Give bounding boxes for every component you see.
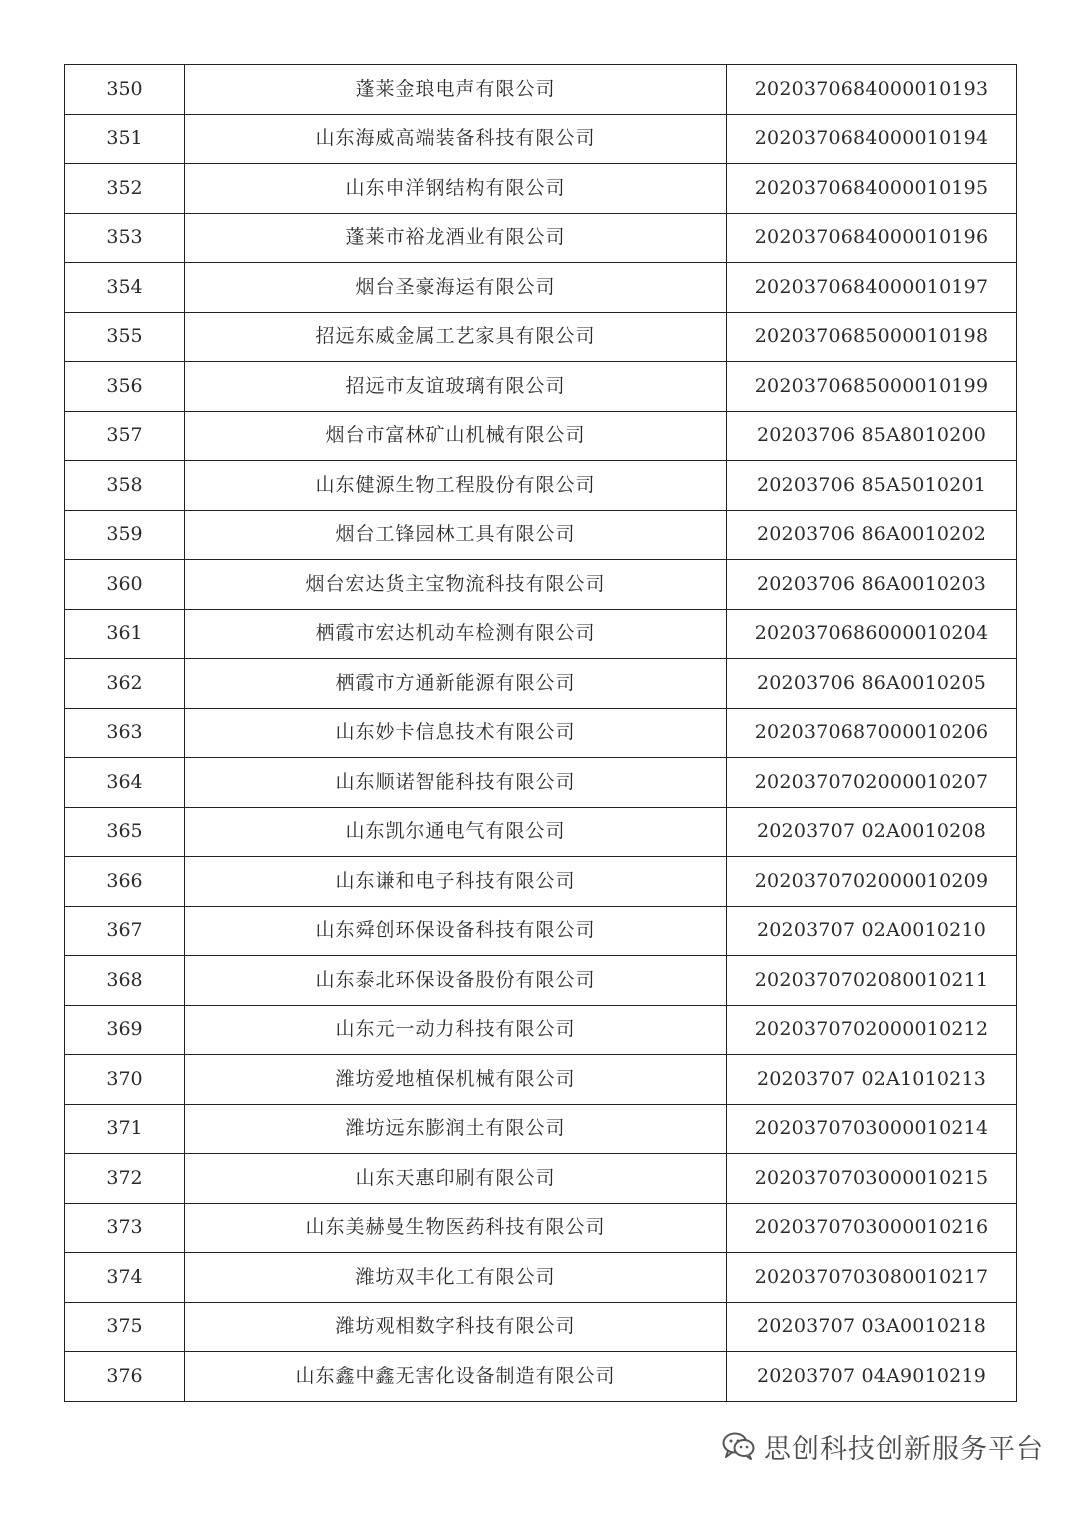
- certificate-code: 2020370686000010204: [727, 609, 1017, 659]
- row-number: 371: [65, 1104, 185, 1154]
- table-row: [65, 1253, 1017, 1303]
- row-number: 354: [65, 263, 185, 313]
- table-row: [65, 1352, 1017, 1402]
- company-name: 山东妙卡信息技术有限公司: [185, 708, 727, 758]
- row-number: 363: [65, 708, 185, 758]
- company-name: 山东天惠印刷有限公司: [185, 1154, 727, 1204]
- certificate-code: 2020370703000010215: [727, 1154, 1017, 1204]
- table-row: [65, 65, 1017, 115]
- company-name: 山东海威高端装备科技有限公司: [185, 114, 727, 164]
- row-number: 374: [65, 1253, 185, 1303]
- row-number: 361: [65, 609, 185, 659]
- row-number: 359: [65, 510, 185, 560]
- certificate-code: 2020370702080010211: [727, 956, 1017, 1006]
- table-row: [65, 510, 1017, 560]
- table-row: [65, 1302, 1017, 1352]
- table-row: [65, 1154, 1017, 1204]
- table-row: [65, 213, 1017, 263]
- table-row: [65, 758, 1017, 808]
- certificate-code: 2020370703080010217: [727, 1253, 1017, 1303]
- certificate-code: 20203707 03A0010218: [727, 1302, 1017, 1352]
- company-name: 山东泰北环保设备股份有限公司: [185, 956, 727, 1006]
- company-name: 烟台工锋园林工具有限公司: [185, 510, 727, 560]
- certificate-code: 2020370702000010212: [727, 1005, 1017, 1055]
- company-name: 山东健源生物工程股份有限公司: [185, 461, 727, 511]
- certificate-code: 20203707 02A0010208: [727, 807, 1017, 857]
- table-row: [65, 411, 1017, 461]
- watermark: [722, 1424, 1044, 1468]
- table-row: [65, 857, 1017, 907]
- certificate-code: 2020370702000010209: [727, 857, 1017, 907]
- company-name: 烟台市富林矿山机械有限公司: [185, 411, 727, 461]
- company-name: 烟台圣豪海运有限公司: [185, 263, 727, 313]
- certificate-code: 2020370703000010214: [727, 1104, 1017, 1154]
- certificate-code: 20203707 02A0010210: [727, 906, 1017, 956]
- table-row: [65, 609, 1017, 659]
- company-name: 蓬莱市裕龙酒业有限公司: [185, 213, 727, 263]
- row-number: 373: [65, 1203, 185, 1253]
- table-row: [65, 807, 1017, 857]
- company-name: 山东凯尔通电气有限公司: [185, 807, 727, 857]
- row-number: 358: [65, 461, 185, 511]
- company-name: 山东美赫曼生物医药科技有限公司: [185, 1203, 727, 1253]
- table-row: [65, 956, 1017, 1006]
- row-number: 370: [65, 1055, 185, 1105]
- certificate-code: 2020370684000010196: [727, 213, 1017, 263]
- certificate-code: 2020370685000010198: [727, 312, 1017, 362]
- certificate-code: 2020370684000010193: [727, 65, 1017, 115]
- company-name: 山东舜创环保设备科技有限公司: [185, 906, 727, 956]
- company-name: 潍坊观相数字科技有限公司: [185, 1302, 727, 1352]
- company-name: 山东元一动力科技有限公司: [185, 1005, 727, 1055]
- company-name: 招远市友谊玻璃有限公司: [185, 362, 727, 412]
- table-row: [65, 1055, 1017, 1105]
- certificate-code: 2020370685000010199: [727, 362, 1017, 412]
- row-number: 364: [65, 758, 185, 808]
- table-row: [65, 114, 1017, 164]
- table-row: [65, 164, 1017, 214]
- certificate-code: 2020370703000010216: [727, 1203, 1017, 1253]
- company-name: 山东谦和电子科技有限公司: [185, 857, 727, 907]
- row-number: 362: [65, 659, 185, 709]
- row-number: 365: [65, 807, 185, 857]
- table-row: [65, 906, 1017, 956]
- row-number: 350: [65, 65, 185, 115]
- company-name: 招远东威金属工艺家具有限公司: [185, 312, 727, 362]
- company-name: 栖霞市宏达机动车检测有限公司: [185, 609, 727, 659]
- row-number: 369: [65, 1005, 185, 1055]
- row-number: 366: [65, 857, 185, 907]
- row-number: 375: [65, 1302, 185, 1352]
- row-number: 360: [65, 560, 185, 610]
- company-name: 栖霞市方通新能源有限公司: [185, 659, 727, 709]
- certificate-code: 20203706 86A0010202: [727, 510, 1017, 560]
- company-name: 潍坊远东膨润土有限公司: [185, 1104, 727, 1154]
- certificate-code: 2020370684000010194: [727, 114, 1017, 164]
- row-number: 376: [65, 1352, 185, 1402]
- row-number: 356: [65, 362, 185, 412]
- certificate-code: 2020370687000010206: [727, 708, 1017, 758]
- company-name: 蓬莱金琅电声有限公司: [185, 65, 727, 115]
- table-row: [65, 1005, 1017, 1055]
- row-number: 367: [65, 906, 185, 956]
- company-name: 山东申洋钢结构有限公司: [185, 164, 727, 214]
- wechat-icon: [722, 1431, 756, 1461]
- certificate-code: 2020370702000010207: [727, 758, 1017, 808]
- company-name: 烟台宏达货主宝物流科技有限公司: [185, 560, 727, 610]
- certificate-code: 20203706 85A5010201: [727, 461, 1017, 511]
- table-row: [65, 560, 1017, 610]
- certificate-code: 20203706 85A8010200: [727, 411, 1017, 461]
- row-number: 357: [65, 411, 185, 461]
- company-registry-table: [64, 64, 1017, 1402]
- company-name: 潍坊爱地植保机械有限公司: [185, 1055, 727, 1105]
- row-number: 352: [65, 164, 185, 214]
- table-row: [65, 1104, 1017, 1154]
- certificate-code: 2020370684000010197: [727, 263, 1017, 313]
- row-number: 368: [65, 956, 185, 1006]
- certificate-code: 20203707 04A9010219: [727, 1352, 1017, 1402]
- certificate-code: 20203706 86A0010203: [727, 560, 1017, 610]
- company-name: 山东鑫中鑫无害化设备制造有限公司: [185, 1352, 727, 1402]
- row-number: 372: [65, 1154, 185, 1204]
- certificate-code: 2020370684000010195: [727, 164, 1017, 214]
- table-row: [65, 263, 1017, 313]
- company-name: 山东顺诺智能科技有限公司: [185, 758, 727, 808]
- row-number: 351: [65, 114, 185, 164]
- table-row: [65, 1203, 1017, 1253]
- table-row: [65, 659, 1017, 709]
- table-row: [65, 708, 1017, 758]
- certificate-code: 20203707 02A1010213: [727, 1055, 1017, 1105]
- company-name: 潍坊双丰化工有限公司: [185, 1253, 727, 1303]
- certificate-code: 20203706 86A0010205: [727, 659, 1017, 709]
- row-number: 355: [65, 312, 185, 362]
- table-row: [65, 461, 1017, 511]
- watermark-text: 思创科技创新服务平台: [764, 1433, 1044, 1465]
- row-number: 353: [65, 213, 185, 263]
- table-row: [65, 312, 1017, 362]
- table-row: [65, 362, 1017, 412]
